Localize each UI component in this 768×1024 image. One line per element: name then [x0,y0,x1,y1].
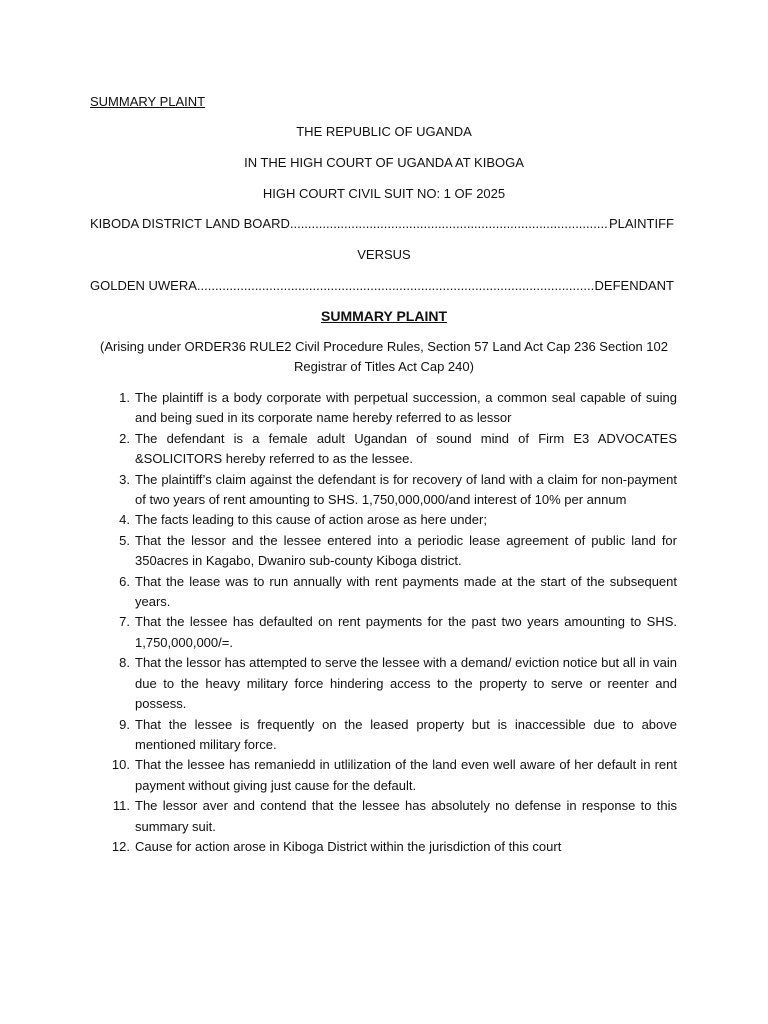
plaintiff-role: PLAINTIFF [608,216,674,231]
arising-statement: (Arising under ORDER36 RULE2 Civil Procedure Rules, Section 57 Land Act Cap 236 Section 102 Registrar of Titles Act Cap 240) [100,339,668,374]
item-text: The plaintiff is a body corporate with perpetual succession, a common seal capable of suing and being sued in its corporate name hereby referred to as lessor [135,390,677,426]
item-number: 10. [111,757,130,773]
item-number: 8. [119,655,130,671]
item-number: 5. [119,532,130,548]
plaint-item [111,755,677,796]
suit-number: HIGH COURT CIVIL SUIT NO: 1 OF 2025 [262,186,506,201]
plaint-item [112,796,677,837]
plaint-item [119,572,677,613]
plaint-items-list [111,388,677,857]
item-text: Cause for action arose in Kiboga District within the jurisdiction of this court [135,838,562,854]
item-text: The facts leading to this cause of action arose as here under; [135,512,487,528]
plaint-item [119,429,677,470]
item-number: 12. [111,838,130,854]
republic-heading: THE REPUBLIC OF UGANDA [296,124,472,139]
defendant-line [90,278,674,294]
item-text: The plaintiff’s claim against the defendant is for recovery of land with a claim for non-payment of two years of rent amounting to SHS. 1,750,000,000/and interest of 10% per annum [135,471,677,508]
plaintiff-name: KIBODA DISTRICT LAND BOARD [90,216,290,231]
item-number: 2. [119,430,130,446]
item-text: The defendant is a female adult Ugandan of sound mind of Firm E3 ADVOCATES &SOLICITORS hereby referred to as the lessee. [135,430,677,467]
plaint-item [119,388,677,429]
defendant-name: GOLDEN UWERA [90,278,197,293]
item-number: 6. [119,573,130,589]
plaint-item [119,531,677,572]
plaint-item [119,612,677,653]
leader-dots [197,278,595,294]
item-number: 11. [112,798,130,814]
plaint-item [119,470,677,511]
leader-dots [290,216,609,232]
item-text: That the lessee has remaniedd in utlilization of the land even well aware of her default in rent payment without giving just cause for the default. [135,757,677,793]
item-number: 4. [119,512,130,528]
summary-plaint-title: SUMMARY PLAINT [321,308,447,324]
plaint-item [119,653,677,714]
item-text: That the lease was to run annually with rent payments made at the start of the subsequent years. [135,573,677,610]
court-heading: IN THE HIGH COURT OF UGANDA AT KIBOGA [244,155,524,170]
top-label: SUMMARY PLAINT [90,94,206,109]
defendant-role: DEFENDANT [594,278,674,293]
item-text: That the lessor and the lessee entered into a periodic lease agreement of public land for 350acres in Kagabo, Dwaniro sub-county Kiboga district. [135,532,677,569]
plaint-item [111,837,677,857]
item-text: That the lessee is frequently on the leased property but is inaccessible due to above mentioned military force. [135,716,677,752]
item-number: 7. [119,614,130,630]
item-number: 9. [119,716,130,732]
versus-label: VERSUS [357,247,411,262]
plaint-item [119,510,677,530]
plaint-item [119,715,677,756]
item-number: 1. [119,390,130,405]
item-text: That the lessor has attempted to serve the lessee with a demand/ eviction notice but all in vain due to the heavy military force hindering access to the property to serve or reenter and possess. [135,655,677,712]
item-text: The lessor aver and contend that the lessee has absolutely no defense in response to this summary suit. [135,798,677,834]
item-number: 3. [119,471,130,487]
plaintiff-line [90,216,674,232]
item-text: That the lessee has defaulted on rent payments for the past two years amounting to SHS. 1,750,000,000/=. [135,614,677,650]
